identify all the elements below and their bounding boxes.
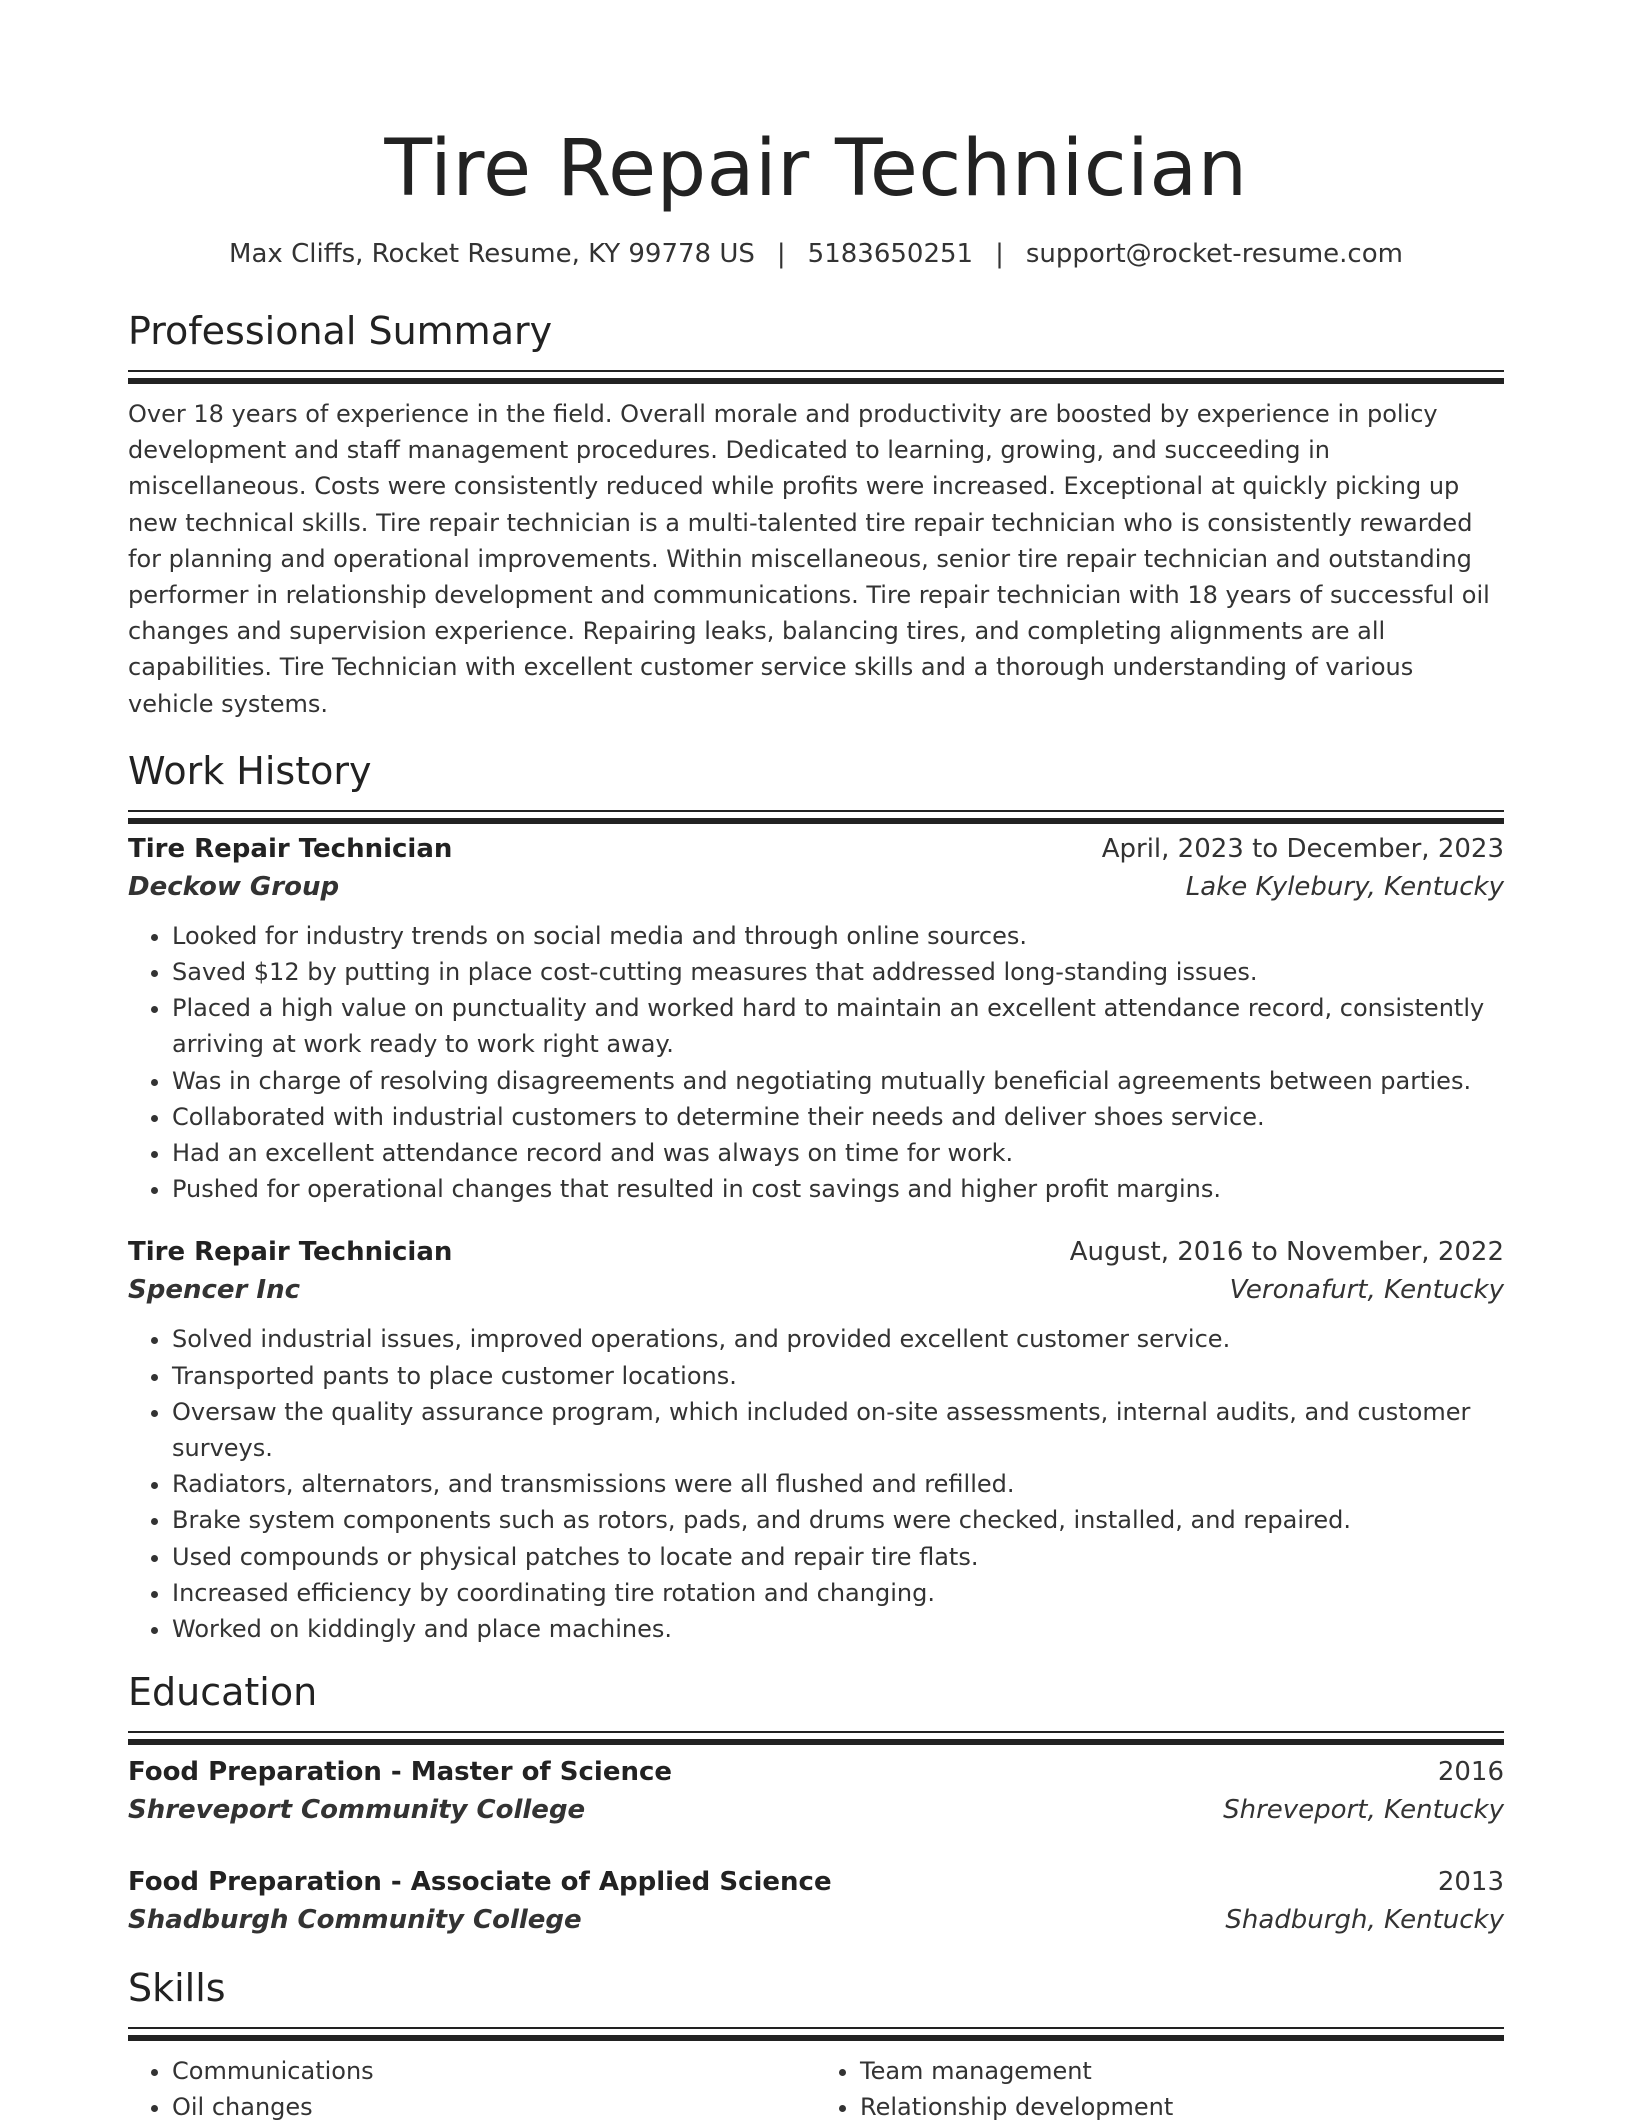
summary-section [128,308,1504,722]
contact-separator: | [995,239,1004,269]
list-item: • Oversaw the quality assurance program, which included on-site assessments, internal audits, and customer surveys. [172,1394,1504,1466]
list-item: • Radiators, alternators, and transmissions were all flushed and refilled. [172,1466,1504,1502]
list-item: • Transported pants to place customer locations. [172,1358,1504,1394]
job-header-row [128,1233,1504,1271]
job-dates: August, 2016 to November, 2022 [1069,1237,1504,1268]
skill-item: • Team management [860,2053,1504,2089]
education-degree: Food Preparation - Associate of Applied Science [128,1867,832,1898]
skills-grid [128,2053,1504,2125]
list-item: • Solved industrial issues, improved operations, and provided excellent customer service. [172,1321,1504,1357]
resume-title: Tire Repair Technician [384,124,1248,214]
skill-item: • Oil changes [172,2089,816,2125]
skill-item: • Communications [172,2053,816,2089]
section-divider [128,810,1504,822]
list-item: • Used compounds or physical patches to locate and repair tire flats. [172,1539,1504,1575]
job-location: Veronafurt, Kentucky [1229,1275,1504,1306]
section-title-skills: Skills [128,1966,226,2011]
list-item: • Brake system components such as rotors, pads, and drums were checked, installed, and repaired. [172,1502,1504,1538]
section-title-education: Education [128,1670,318,1715]
list-item: • Looked for industry trends on social media and through online sources. [172,918,1504,954]
skill-item: • Relationship development [860,2089,1504,2125]
contact-email: support@rocket-resume.com [1025,239,1403,269]
education-year: 2016 [1437,1757,1504,1788]
resume-page [128,0,1504,2125]
section-title-work: Work History [128,748,372,793]
job-entry [128,830,1504,1208]
job-company-row [128,868,1504,906]
job-company: Spencer Inc [128,1275,300,1306]
job-title: Tire Repair Technician [128,1237,453,1268]
contact-address: Max Cliffs, Rocket Resume, KY 99778 US [229,239,755,269]
job-title: Tire Repair Technician [128,833,453,864]
work-section [128,748,1504,1647]
job-company-row [128,1271,1504,1309]
job-bullets [128,1321,1504,1647]
job-header-row [128,830,1504,868]
job-bullets [128,918,1504,1208]
job-company: Deckow Group [128,871,340,902]
section-divider [128,2027,1504,2039]
contact-phone: 5183650251 [807,239,974,269]
list-item: • Was in charge of resolving disagreements and negotiating mutually beneficial agreements between parties. [172,1063,1504,1099]
job-entry [128,1233,1504,1647]
skills-list [816,2053,1504,2125]
summary-text: Over 18 years of experience in the field. Overall morale and productivity are boosted by experience in policy development and staff management procedures. Dedicated to learning, growing, and succeeding in miscellaneous. Costs were consistently reduced while profits were increased. Exceptional at quickly picking up new technical skills. Tire repair technician is a multi-talented tire repair technician who is consistently rewarded for planning and operational improvements. Within miscellaneous, senior tire repair technician and outstanding performer in relationship development and communications. Tire repair technician with 18 years of successful oil changes and supervision experience. Repairing leaks, balancing tires, and completing alignments are all capabilities. Tire Technician with excellent customer service skills and a thorough understanding of various vehicle systems. [128,400,1490,718]
list-item: • Placed a high value on punctuality and worked hard to maintain an excellent attendance record, consistently arriving at work ready to work right away. [172,990,1504,1062]
contact-separator: | [776,239,786,269]
section-divider [128,370,1504,382]
list-item: • Had an excellent attendance record and was always on time for work. [172,1135,1504,1171]
education-header-row [128,1863,1504,1901]
list-item: • Worked on kiddingly and place machines. [172,1611,1504,1647]
list-item: • Increased efficiency by coordinating tire rotation and changing. [172,1575,1504,1611]
skills-column-left [128,2053,816,2125]
education-degree: Food Preparation - Master of Science [128,1757,673,1788]
skills-column-right [816,2053,1504,2125]
section-title-summary: Professional Summary [128,309,553,353]
skills-section [128,1965,1504,2125]
education-location: Shreveport, Kentucky [1223,1795,1504,1826]
education-school-row [128,1901,1504,1939]
skills-list [128,2053,816,2125]
list-item: • Collaborated with industrial customers to determine their needs and deliver shoes service. [172,1099,1504,1135]
job-location: Lake Kylebury, Kentucky [1185,871,1504,902]
contact-line [128,238,1504,270]
education-header-row [128,1753,1504,1791]
education-entry [128,1863,1504,1939]
section-divider [128,1731,1504,1743]
education-school: Shreveport Community College [128,1795,586,1826]
education-location: Shadburgh, Kentucky [1225,1905,1504,1936]
list-item: • Saved $12 by putting in place cost-cutting measures that addressed long-standing issues. [172,954,1504,990]
education-year: 2013 [1437,1867,1504,1898]
education-entry [128,1753,1504,1829]
education-school-row [128,1791,1504,1829]
job-dates: April, 2023 to December, 2023 [1101,833,1504,864]
education-school: Shadburgh Community College [128,1905,582,1936]
education-section [128,1669,1504,1939]
list-item: • Pushed for operational changes that resulted in cost savings and higher profit margins. [172,1171,1504,1207]
